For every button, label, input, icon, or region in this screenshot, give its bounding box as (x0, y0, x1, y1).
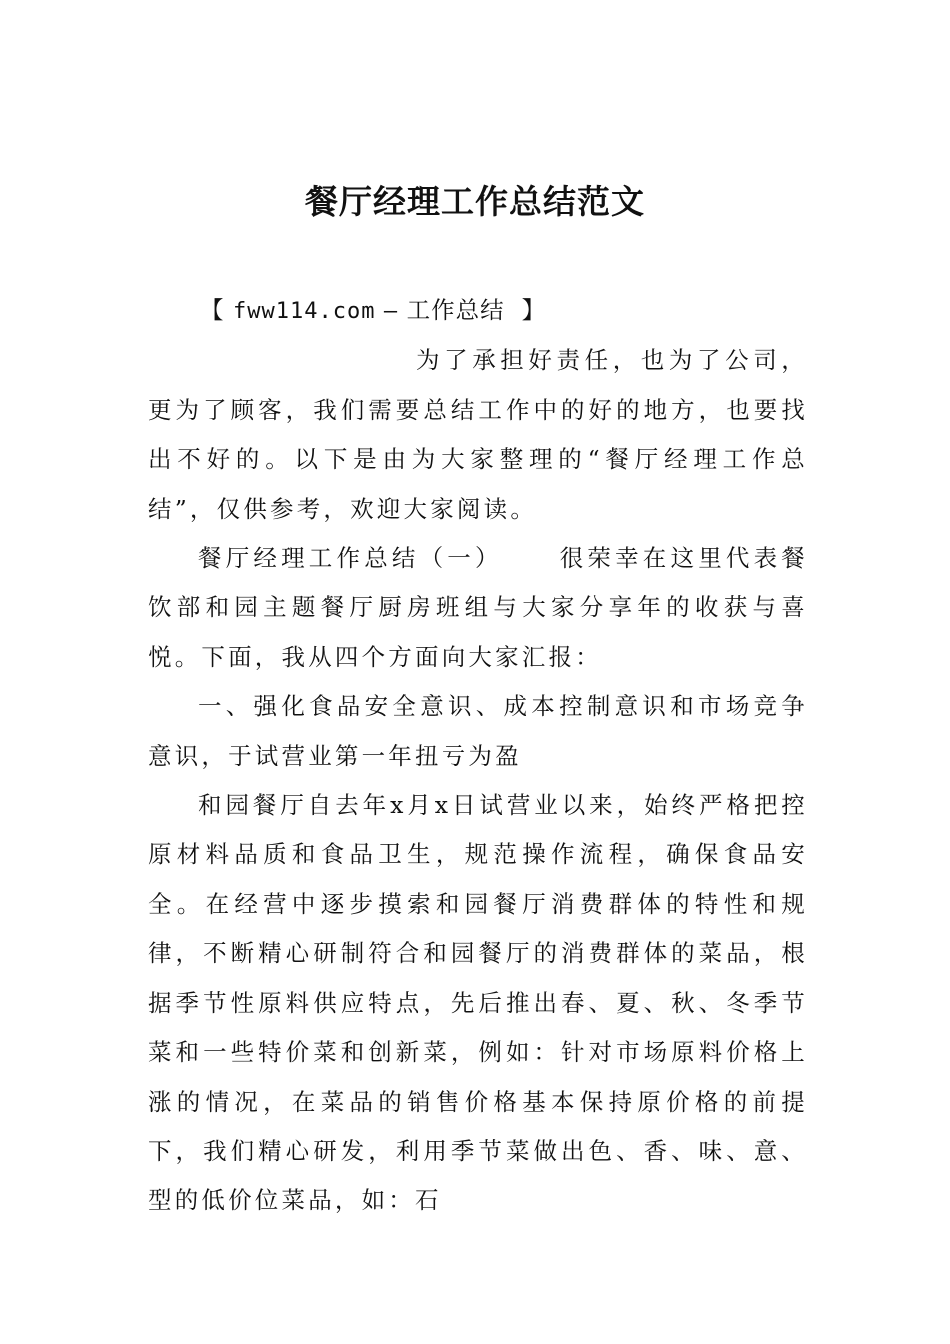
source-category: 工作总结 (406, 296, 505, 324)
source-bracket-close: 】 (521, 296, 547, 324)
source-site: fww114.com (232, 299, 376, 324)
document-body (148, 286, 808, 1226)
intro-paragraph: 为了承担好责任，也为了公司，更为了顾客，我们需要总结工作中的好的地方，也要找出不好的。以下是由为大家整理的“餐厅经理工作总结”，仅供参考，欢迎大家阅读。 (148, 346, 808, 523)
source-separator: – (383, 299, 399, 324)
body-paragraph: 和园餐厅自去年x月x日试营业以来，始终严格把控原材料品质和食品卫生，规范操作流程，确保食品安全。在经营中逐步摸索和园餐厅消费群体的特性和规律，不断精心研制符合和园餐厅的消费群体的菜品，根据季节性原料供应特点，先后推出春、夏、秋、冬季节菜和一些特价菜和创新菜，例如：针对市场原料价格上涨的情况，在菜品的销售价格基本保持原价格的前提下，我们精心研发，利用季节菜做出色、香、味、意、型的低价位菜品，如：石 (148, 791, 808, 1215)
document-title: 餐厅经理工作总结范文 (305, 182, 645, 222)
section-heading: 餐厅经理工作总结（一） (198, 544, 503, 573)
source-line (148, 286, 808, 336)
section-paragraph (148, 534, 808, 682)
source-bracket-open: 【 (200, 296, 225, 324)
point-one-heading: 一、强化食品安全意识、成本控制意识和市场竞争意识，于试营业第一年扭亏为盈 (148, 692, 808, 770)
section-opening: 很荣幸在这里代表餐饮部和园主题餐厅厨房班组与大家分享年的收获与喜悦。下面，我从四个方面向大家汇报： (148, 544, 808, 671)
